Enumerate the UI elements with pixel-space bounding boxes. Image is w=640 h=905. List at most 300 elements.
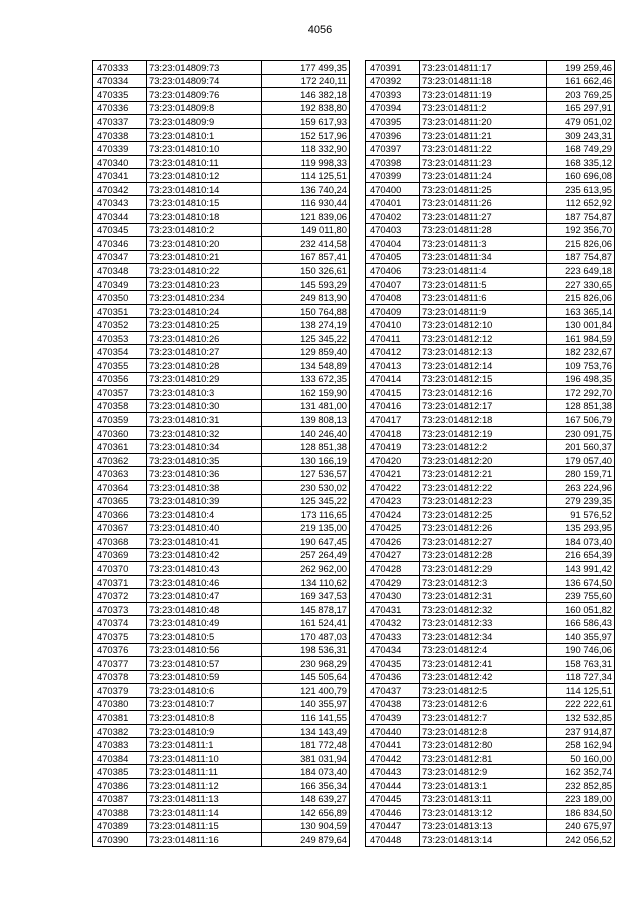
cadastral-number-cell: 73:23:014812:27 [420,535,547,549]
table-row [93,697,350,711]
value-cell: 114 125,51 [262,169,350,183]
value-cell: 140 355,97 [262,697,350,711]
cadastral-number-cell: 73:23:014811:28 [420,223,547,237]
value-cell: 167 857,41 [262,250,350,264]
table-row [93,413,350,427]
row-number-cell: 470426 [366,535,420,549]
row-number-cell: 470384 [93,751,147,765]
value-cell: 134 110,62 [262,575,350,589]
cadastral-number-cell: 73:23:014811:27 [420,210,547,224]
value-cell: 232 414,58 [262,237,350,251]
row-number-cell: 470415 [366,386,420,400]
table-row [93,602,350,616]
row-number-cell: 470445 [366,792,420,806]
table-row [93,223,350,237]
cadastral-number-cell: 73:23:014811:5 [420,277,547,291]
cadastral-number-cell: 73:23:014810:48 [147,602,262,616]
value-cell: 223 189,00 [547,792,615,806]
table-row [93,833,350,847]
cadastral-number-cell: 73:23:014811:2 [420,101,547,115]
table-row [366,833,615,847]
cadastral-number-cell: 73:23:014812:41 [420,657,547,671]
cadastral-number-cell: 73:23:014810:43 [147,562,262,576]
value-cell: 201 560,37 [547,440,615,454]
value-cell: 184 073,40 [547,535,615,549]
row-number-cell: 470434 [366,643,420,657]
value-cell: 199 259,46 [547,61,615,75]
table-row [366,210,615,224]
value-cell: 198 536,31 [262,643,350,657]
cadastral-number-cell: 73:23:014812:28 [420,548,547,562]
value-cell: 129 859,40 [262,345,350,359]
cadastral-number-cell: 73:23:014812:15 [420,372,547,386]
cadastral-number-cell: 73:23:014812:34 [420,629,547,643]
table-row [366,318,615,332]
table-row [93,250,350,264]
value-cell: 167 506,79 [547,413,615,427]
value-cell: 230 968,29 [262,657,350,671]
table-row [366,250,615,264]
table-row [366,765,615,779]
table-row [93,521,350,535]
table-row [366,169,615,183]
value-cell: 170 487,03 [262,629,350,643]
value-cell: 130 166,19 [262,453,350,467]
row-number-cell: 470378 [93,670,147,684]
table-row [366,345,615,359]
cadastral-number-cell: 73:23:014810:10 [147,142,262,156]
row-number-cell: 470398 [366,155,420,169]
row-number-cell: 470352 [93,318,147,332]
table-row [366,629,615,643]
table-row [93,277,350,291]
cadastral-number-cell: 73:23:014811:34 [420,250,547,264]
table-row [93,386,350,400]
table-row [93,88,350,102]
row-number-cell: 470408 [366,291,420,305]
row-number-cell: 470444 [366,778,420,792]
cadastral-number-cell: 73:23:014812:25 [420,508,547,522]
table-row [366,74,615,88]
table-row [366,562,615,576]
row-number-cell: 470432 [366,616,420,630]
value-cell: 109 753,76 [547,359,615,373]
value-cell: 140 246,40 [262,426,350,440]
cadastral-number-cell: 73:23:014812:17 [420,399,547,413]
value-cell: 479 051,02 [547,115,615,129]
value-cell: 128 851,38 [262,440,350,454]
value-cell: 203 769,25 [547,88,615,102]
cadastral-number-cell: 73:23:014810:2 [147,223,262,237]
table-row [366,508,615,522]
cadastral-number-cell: 73:23:014810:22 [147,264,262,278]
table-row [366,711,615,725]
cadastral-number-cell: 73:23:014812:18 [420,413,547,427]
table-row [93,128,350,142]
row-number-cell: 470389 [93,819,147,833]
table-row [93,629,350,643]
value-cell: 149 011,80 [262,223,350,237]
value-cell: 168 749,29 [547,142,615,156]
table-row [93,494,350,508]
table-row [366,413,615,427]
cadastral-number-cell: 73:23:014810:25 [147,318,262,332]
row-number-cell: 470345 [93,223,147,237]
row-number-cell: 470338 [93,128,147,142]
cadastral-number-cell: 73:23:014811:16 [147,833,262,847]
row-number-cell: 470372 [93,589,147,603]
value-cell: 50 160,00 [547,751,615,765]
table-row [366,304,615,318]
table-row [366,480,615,494]
value-cell: 190 746,06 [547,643,615,657]
table-row [93,670,350,684]
cadastral-number-cell: 73:23:014811:3 [420,237,547,251]
table-row [366,237,615,251]
table-row [366,331,615,345]
table-row [366,223,615,237]
cadastral-number-cell: 73:23:014812:3 [420,575,547,589]
cadastral-number-cell: 73:23:014810:26 [147,331,262,345]
value-cell: 196 498,35 [547,372,615,386]
table-row [366,806,615,820]
table-row [93,101,350,115]
table-row [93,331,350,345]
cadastral-number-cell: 73:23:014812:9 [420,765,547,779]
table-row [93,426,350,440]
value-cell: 130 904,59 [262,819,350,833]
table-row [366,724,615,738]
cadastral-number-cell: 73:23:014809:74 [147,74,262,88]
cadastral-number-cell: 73:23:014810:30 [147,399,262,413]
value-cell: 136 740,24 [262,182,350,196]
row-number-cell: 470440 [366,724,420,738]
row-number-cell: 470342 [93,182,147,196]
cadastral-number-cell: 73:23:014812:26 [420,521,547,535]
row-number-cell: 470360 [93,426,147,440]
row-number-cell: 470374 [93,616,147,630]
table-row [366,61,615,75]
value-cell: 114 125,51 [547,684,615,698]
row-number-cell: 470402 [366,210,420,224]
table-row [93,575,350,589]
value-cell: 184 073,40 [262,765,350,779]
value-cell: 158 763,31 [547,657,615,671]
row-number-cell: 470361 [93,440,147,454]
cadastral-number-cell: 73:23:014810:21 [147,250,262,264]
cadastral-number-cell: 73:23:014810:29 [147,372,262,386]
cadastral-number-cell: 73:23:014812:2 [420,440,547,454]
value-cell: 165 297,91 [547,101,615,115]
table-row [366,643,615,657]
row-number-cell: 470418 [366,426,420,440]
row-number-cell: 470399 [366,169,420,183]
cadastral-number-cell: 73:23:014813:14 [420,833,547,847]
row-number-cell: 470438 [366,697,420,711]
value-cell: 118 332,90 [262,142,350,156]
table-row [366,521,615,535]
value-cell: 190 647,45 [262,535,350,549]
cadastral-number-cell: 73:23:014811:11 [147,765,262,779]
row-number-cell: 470379 [93,684,147,698]
row-number-cell: 470351 [93,304,147,318]
cadastral-number-cell: 73:23:014810:1 [147,128,262,142]
table-row [93,74,350,88]
table-row [366,359,615,373]
row-number-cell: 470377 [93,657,147,671]
cadastral-number-cell: 73:23:014812:16 [420,386,547,400]
row-number-cell: 470403 [366,223,420,237]
value-cell: 142 656,89 [262,806,350,820]
cadastral-number-cell: 73:23:014810:38 [147,480,262,494]
value-cell: 91 576,52 [547,508,615,522]
cadastral-number-cell: 73:23:014810:20 [147,237,262,251]
row-number-cell: 470396 [366,128,420,142]
table-row [93,142,350,156]
value-cell: 280 159,71 [547,467,615,481]
value-cell: 132 532,85 [547,711,615,725]
cadastral-number-cell: 73:23:014812:6 [420,697,547,711]
table-row [366,399,615,413]
cadastral-number-cell: 73:23:014810:18 [147,210,262,224]
table-row [366,670,615,684]
cadastral-number-cell: 73:23:014810:8 [147,711,262,725]
table-row [93,548,350,562]
cadastral-number-cell: 73:23:014810:15 [147,196,262,210]
cadastral-number-cell: 73:23:014810:7 [147,697,262,711]
table-row [366,616,615,630]
value-cell: 249 879,64 [262,833,350,847]
row-number-cell: 470356 [93,372,147,386]
page-number: 4056 [307,24,333,36]
value-cell: 258 162,94 [547,738,615,752]
value-cell: 232 852,85 [547,778,615,792]
table-row [366,264,615,278]
value-cell: 237 914,87 [547,724,615,738]
value-cell: 235 613,95 [547,182,615,196]
row-number-cell: 470339 [93,142,147,156]
table-row [93,819,350,833]
cadastral-number-cell: 73:23:014811:1 [147,738,262,752]
row-number-cell: 470441 [366,738,420,752]
row-number-cell: 470393 [366,88,420,102]
table-row [93,724,350,738]
cadastral-number-cell: 73:23:014810:56 [147,643,262,657]
row-number-cell: 470411 [366,331,420,345]
row-number-cell: 470355 [93,359,147,373]
value-cell: 161 524,41 [262,616,350,630]
table-row [93,359,350,373]
value-cell: 230 091,75 [547,426,615,440]
value-cell: 177 499,35 [262,61,350,75]
row-number-cell: 470383 [93,738,147,752]
table-row [93,318,350,332]
cadastral-number-cell: 73:23:014810:57 [147,657,262,671]
table-row [366,684,615,698]
table-row [366,657,615,671]
row-number-cell: 470357 [93,386,147,400]
cadastral-number-cell: 73:23:014811:18 [420,74,547,88]
table-row [366,440,615,454]
table-row [93,440,350,454]
value-cell: 239 755,60 [547,589,615,603]
table-row [366,88,615,102]
row-number-cell: 470443 [366,765,420,779]
table-row [93,345,350,359]
value-cell: 160 696,08 [547,169,615,183]
table-row [366,819,615,833]
table-row [93,657,350,671]
row-number-cell: 470335 [93,88,147,102]
cadastral-number-cell: 73:23:014810:23 [147,277,262,291]
cadastral-number-cell: 73:23:014810:36 [147,467,262,481]
table-row [366,535,615,549]
value-cell: 222 222,61 [547,697,615,711]
value-cell: 161 662,46 [547,74,615,88]
value-cell: 145 505,64 [262,670,350,684]
table-row [366,494,615,508]
row-number-cell: 470337 [93,115,147,129]
cadastral-number-cell: 73:23:014813:13 [420,819,547,833]
table-row [93,765,350,779]
row-number-cell: 470343 [93,196,147,210]
row-number-cell: 470346 [93,237,147,251]
value-cell: 125 345,22 [262,331,350,345]
row-number-cell: 470366 [93,508,147,522]
row-number-cell: 470410 [366,318,420,332]
row-number-cell: 470437 [366,684,420,698]
table-row [366,372,615,386]
value-cell: 131 481,00 [262,399,350,413]
value-cell: 166 356,34 [262,778,350,792]
row-number-cell: 470442 [366,751,420,765]
value-cell: 119 998,33 [262,155,350,169]
row-number-cell: 470387 [93,792,147,806]
table-row [93,291,350,305]
table-row [366,182,615,196]
value-cell: 112 652,92 [547,196,615,210]
table-row [93,562,350,576]
cadastral-number-cell: 73:23:014811:25 [420,182,547,196]
row-number-cell: 470423 [366,494,420,508]
table-row [93,210,350,224]
cadastral-number-cell: 73:23:014811:9 [420,304,547,318]
row-number-cell: 470349 [93,277,147,291]
table-row [93,237,350,251]
value-cell: 159 617,93 [262,115,350,129]
value-cell: 143 991,42 [547,562,615,576]
row-number-cell: 470348 [93,264,147,278]
cadastral-number-cell: 73:23:014810:24 [147,304,262,318]
row-number-cell: 470436 [366,670,420,684]
value-cell: 173 116,65 [262,508,350,522]
value-cell: 145 593,29 [262,277,350,291]
table-row [93,684,350,698]
row-number-cell: 470380 [93,697,147,711]
row-number-cell: 470381 [93,711,147,725]
row-number-cell: 470409 [366,304,420,318]
value-cell: 187 754,87 [547,250,615,264]
cadastral-number-cell: 73:23:014810:27 [147,345,262,359]
value-cell: 145 878,17 [262,602,350,616]
value-cell: 139 808,13 [262,413,350,427]
right-table-body [366,61,615,847]
row-number-cell: 470405 [366,250,420,264]
value-cell: 163 365,14 [547,304,615,318]
row-number-cell: 470362 [93,453,147,467]
cadastral-number-cell: 73:23:014811:15 [147,819,262,833]
table-row [366,142,615,156]
row-number-cell: 470422 [366,480,420,494]
table-row [93,508,350,522]
cadastral-number-cell: 73:23:014810:42 [147,548,262,562]
cadastral-number-cell: 73:23:014812:42 [420,670,547,684]
cadastral-number-cell: 73:23:014810:35 [147,453,262,467]
table-row [93,372,350,386]
cadastral-number-cell: 73:23:014813:11 [420,792,547,806]
row-number-cell: 470431 [366,602,420,616]
row-number-cell: 470341 [93,169,147,183]
row-number-cell: 470413 [366,359,420,373]
value-cell: 118 727,34 [547,670,615,684]
row-number-cell: 470412 [366,345,420,359]
left-register-table [92,60,350,847]
cadastral-number-cell: 73:23:014812:31 [420,589,547,603]
table-row [366,467,615,481]
value-cell: 186 834,50 [547,806,615,820]
row-number-cell: 470340 [93,155,147,169]
value-cell: 150 326,61 [262,264,350,278]
cadastral-number-cell: 73:23:014811:10 [147,751,262,765]
value-cell: 249 813,90 [262,291,350,305]
table-row [93,616,350,630]
table-row [93,806,350,820]
row-number-cell: 470391 [366,61,420,75]
cadastral-number-cell: 73:23:014810:49 [147,616,262,630]
cadastral-number-cell: 73:23:014810:59 [147,670,262,684]
row-number-cell: 470417 [366,413,420,427]
cadastral-number-cell: 73:23:014811:17 [420,61,547,75]
cadastral-number-cell: 73:23:014810:31 [147,413,262,427]
row-number-cell: 470427 [366,548,420,562]
table-row [93,61,350,75]
value-cell: 162 352,74 [547,765,615,779]
table-row [93,778,350,792]
value-cell: 152 517,96 [262,128,350,142]
cadastral-number-cell: 73:23:014809:76 [147,88,262,102]
value-cell: 166 586,43 [547,616,615,630]
cadastral-number-cell: 73:23:014809:9 [147,115,262,129]
table-row [366,277,615,291]
row-number-cell: 470382 [93,724,147,738]
cadastral-number-cell: 73:23:014809:73 [147,61,262,75]
cadastral-number-cell: 73:23:014810:32 [147,426,262,440]
row-number-cell: 470369 [93,548,147,562]
table-row [93,751,350,765]
cadastral-number-cell: 73:23:014812:4 [420,643,547,657]
row-number-cell: 470448 [366,833,420,847]
row-number-cell: 470395 [366,115,420,129]
cadastral-number-cell: 73:23:014811:13 [147,792,262,806]
row-number-cell: 470368 [93,535,147,549]
table-row [366,426,615,440]
cadastral-number-cell: 73:23:014812:8 [420,724,547,738]
cadastral-number-cell: 73:23:014811:4 [420,264,547,278]
table-row [93,264,350,278]
row-number-cell: 470370 [93,562,147,576]
row-number-cell: 470428 [366,562,420,576]
table-row [93,792,350,806]
